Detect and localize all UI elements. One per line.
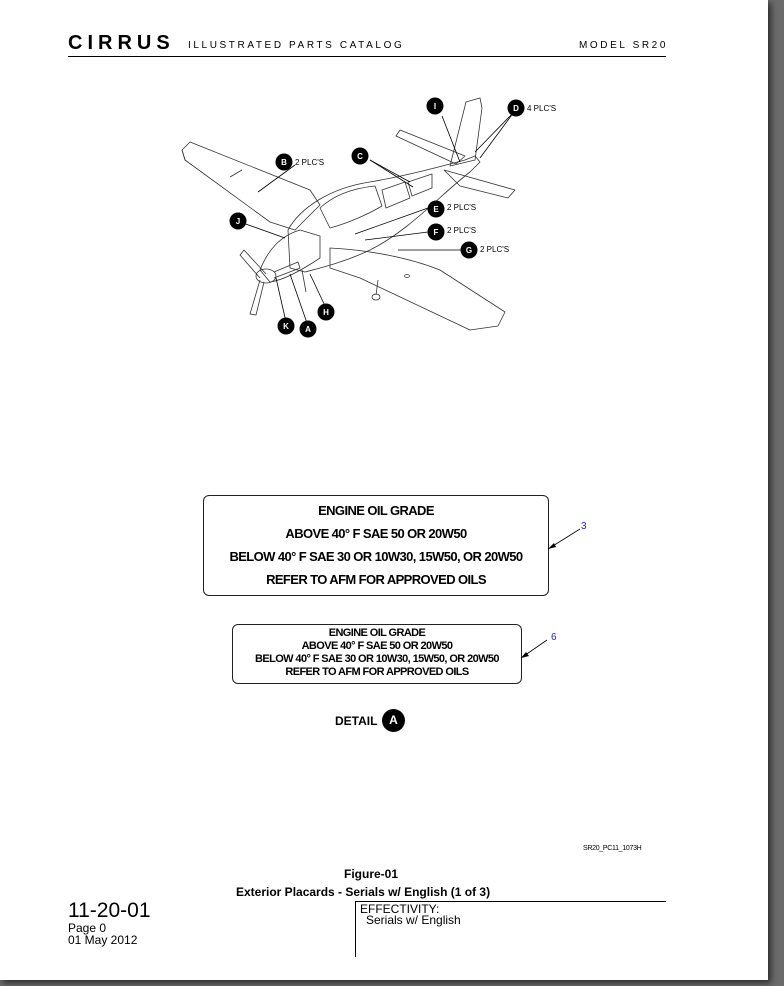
- effectivity-value: Serials w/ English: [366, 913, 461, 927]
- callout-k: [278, 318, 295, 335]
- callout-i: [427, 98, 444, 115]
- effectivity-label: EFFECTIVITY:: [360, 902, 440, 916]
- callout-b-letter: B: [281, 158, 287, 167]
- figure-caption: Exterior Placards - Serials w/ English (1 of 3): [236, 885, 491, 899]
- callout-a-letter: A: [305, 325, 311, 334]
- placard-small-line-3: BELOW 40° F SAE 30 OR 10W30, 15W50, OR 20W50: [255, 653, 499, 665]
- callout-b: [276, 154, 325, 171]
- callout-h: [318, 304, 335, 321]
- item-6-leader: [515, 636, 555, 664]
- placard-large-line-4: REFER TO AFM FOR APPROVED OILS: [266, 572, 486, 587]
- spinner: [256, 269, 276, 283]
- placard-small: [232, 624, 522, 684]
- placard-small-line-2: ABOVE 40° F SAE 50 OR 20W50: [301, 640, 453, 652]
- placard-large: [203, 495, 549, 596]
- detail-marker: A: [382, 709, 405, 732]
- left-wing: [182, 142, 320, 230]
- item-number-6: 6: [551, 632, 557, 643]
- model-label: MODEL SR20: [579, 40, 668, 51]
- callout-c: [352, 148, 369, 165]
- item-number-3: 3: [581, 521, 587, 532]
- callout-i-letter: I: [433, 102, 437, 111]
- header-rule: [68, 56, 666, 57]
- section-number: 11-20-01: [68, 899, 151, 922]
- placard-small-line-1: ENGINE OIL GRADE: [328, 627, 426, 639]
- placard-large-line-2: ABOVE 40° F SAE 50 OR 20W50: [285, 526, 467, 541]
- callout-f-letter: F: [433, 228, 439, 237]
- brand-logo: CIRRUS: [68, 32, 175, 54]
- figure-label: Figure-01: [344, 867, 399, 881]
- callout-d-letter: D: [513, 104, 519, 113]
- callout-h-letter: H: [323, 308, 329, 317]
- effectivity-vertical-rule: [355, 901, 356, 957]
- callout-j: [230, 213, 247, 230]
- detail-label: DETAIL: [335, 714, 378, 728]
- aircraft-diagram: [170, 90, 590, 360]
- callout-j-letter: J: [235, 217, 241, 226]
- callout-g: [461, 242, 510, 259]
- callout-e-letter: E: [433, 205, 439, 214]
- drawing-id: SR20_PC11_1073H: [583, 845, 642, 852]
- callout-a: [300, 321, 317, 338]
- callout-f-note: 2 PLC'S: [447, 226, 477, 235]
- placard-large-line-1: ENGINE OIL GRADE: [318, 503, 434, 518]
- revision-date: 01 May 2012: [68, 933, 138, 947]
- callout-g-note: 2 PLC'S: [480, 245, 510, 254]
- fuselage: [288, 156, 480, 272]
- callout-b-note: 2 PLC'S: [295, 158, 325, 167]
- callout-d: [508, 100, 557, 117]
- callout-e: [428, 201, 477, 218]
- placard-small-line-4: REFER TO AFM FOR APPROVED OILS: [285, 666, 469, 678]
- callout-d-note: 4 PLC'S: [527, 104, 557, 113]
- callout-k-letter: K: [283, 322, 289, 331]
- callout-c-letter: C: [357, 152, 363, 161]
- catalog-title: ILLUSTRATED PARTS CATALOG: [188, 40, 405, 51]
- callout-markers: [230, 98, 557, 338]
- page-number: Page 0: [68, 921, 107, 935]
- callout-f: [428, 224, 477, 241]
- callout-g-letter: G: [465, 246, 473, 255]
- callout-e-note: 2 PLC'S: [447, 203, 477, 212]
- right-stabilizer: [444, 170, 515, 198]
- right-wing: [330, 248, 505, 330]
- vertical-tail: [450, 98, 482, 166]
- placard-large-line-3: BELOW 40° F SAE 30 OR 10W30, 15W50, OR 20W50: [229, 549, 523, 564]
- propeller-blade: [240, 250, 266, 278]
- canopy: [320, 186, 382, 228]
